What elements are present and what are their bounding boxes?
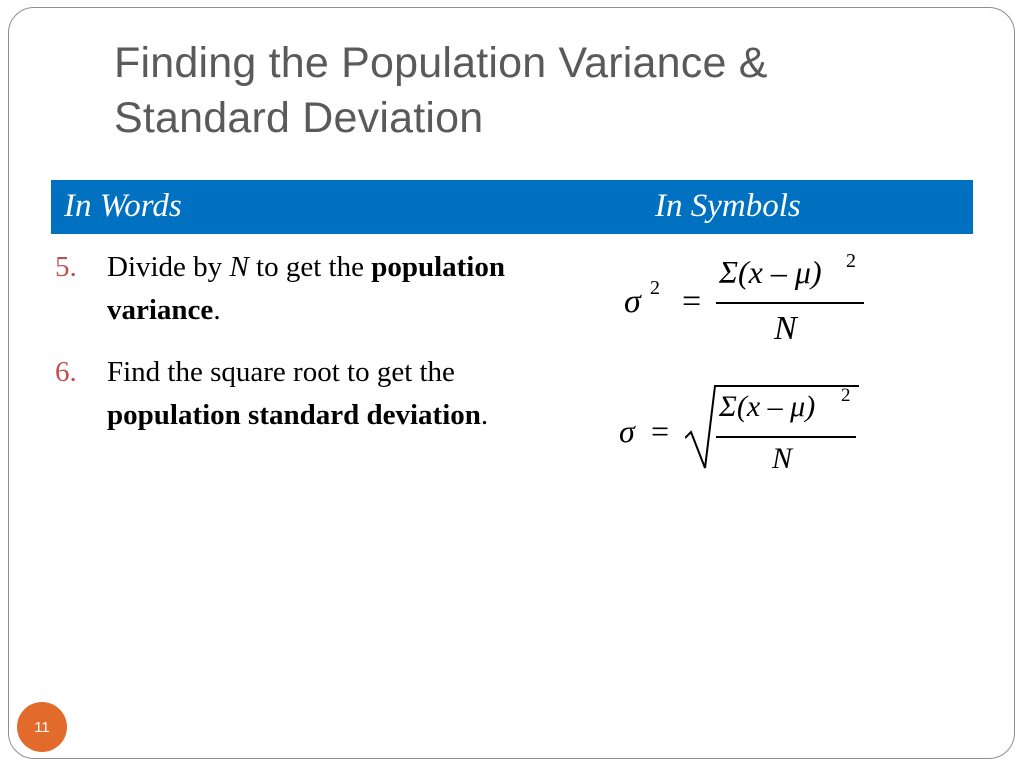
fraction-bar [716,302,864,304]
equals-sign: = [682,283,702,320]
step-text-part: . [480,399,489,431]
numerator-exponent: 2 [841,385,851,406]
step-variable: N [229,251,249,283]
sigma-exponent: 2 [650,277,660,299]
sigma-symbol: σ [619,413,635,449]
std-dev-formula [619,380,859,480]
step-text [107,251,505,326]
step-text-part: Find the square root to get the [107,356,455,388]
slide-title [114,36,974,146]
fraction-bar [716,436,856,438]
numerator: Σ(x – μ) [719,390,816,423]
title-line-2: Standard Deviation [114,94,484,142]
numerator: Σ(x – μ) [719,254,822,290]
sigma-symbol: σ [624,283,641,320]
slide [8,7,1015,759]
step-text [107,356,488,431]
header-in-symbols: In Symbols [655,188,801,224]
header-in-words: In Words [64,188,182,224]
step-number: 6. [55,356,77,388]
page-number-badge: 11 [17,702,67,752]
step-text-part: to get the [248,251,372,283]
step-bold-term: population variance [107,251,505,326]
numerator-exponent: 2 [846,250,856,272]
denominator: N [774,310,797,347]
step-text-part: Divide by [107,251,230,283]
step-text-part: . [213,294,221,326]
title-line-1: Finding the Population Variance & [114,39,768,87]
variance-formula [624,250,864,353]
step-number: 5. [55,251,77,283]
equals-sign: = [651,413,670,449]
steps-list [55,246,525,456]
step-bold-term: population standard deviation [107,399,481,431]
table-header-bar [51,180,973,234]
step-6 [55,351,525,437]
denominator: N [772,442,793,475]
step-5 [55,246,525,332]
